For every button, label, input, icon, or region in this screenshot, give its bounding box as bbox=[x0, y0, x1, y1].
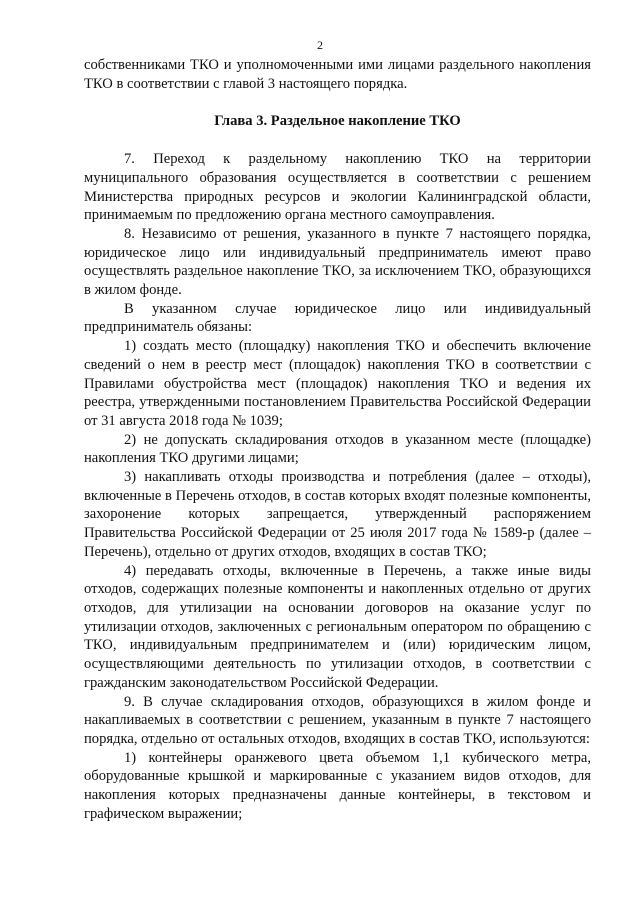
paragraph-8-item-3: 3) накапливать отходы производства и потребления (далее – отходы), включенные в Перечень отходов, в состав которых входят полезные компоненты, захоронение которых запрещается, утвержденный распоряжением Правительства Российской Федерации от 25 июля 2017 года № 1589-р (далее – Перечень), отдельно от других отходов, входящих в состав ТКО; bbox=[84, 469, 591, 560]
document-body bbox=[84, 56, 591, 823]
paragraph-8-obligations-intro: В указанном случае юридическое лицо или индивидуальный предприниматель обязаны: bbox=[84, 300, 591, 336]
paragraph-8-item-4: 4) передавать отходы, включенные в Перечень, а также иные виды отходов, содержащих полезные компоненты и накопленных отдельно от других отходов, для утилизации на основании договоров на оказание услуг по утилизации отходов, заключенных с региональным оператором по обращению с ТКО, индивидуальным предпринимателем и (или) юридическим лицом, осуществляющими деятельность по утилизации отходов, в соответствии с гражданским законодательством Российской Федерации. bbox=[84, 562, 591, 691]
paragraph-8-item-1: 1) создать место (площадку) накопления ТКО и обеспечить включение сведений о нем в реестр мест (площадок) накопления ТКО в соответствии с Правилами обустройства мест (площадок) накопления ТКО и ведения их реестра, утвержденными постановлением Правительства Российской Федерации от 31 августа 2018 года № 1039; bbox=[84, 338, 591, 429]
paragraph-7: 7. Переход к раздельному накоплению ТКО на территории муниципального образования осуществляется в соответствии с решением Министерства природных ресурсов и экологии Калининградской области, принимаемым по предложению органа местного самоуправления. bbox=[84, 151, 591, 224]
paragraph-8-item-2: 2) не допускать складирования отходов в указанном месте (площадке) накопления ТКО другими лицами; bbox=[84, 431, 591, 467]
chapter-title: Глава 3. Раздельное накопление ТКО bbox=[214, 113, 461, 130]
paragraph-8: 8. Независимо от решения, указанного в пункте 7 настоящего порядка, юридическое лицо или индивидуальный предприниматель имеют право осуществлять раздельное накопление ТКО, за исключением ТКО, образующихся в жилом фонде. bbox=[84, 225, 591, 299]
paragraph-9-item-1: 1) контейнеры оранжевого цвета объемом 1,1 кубического метра, оборудованные крышкой и маркированные с указанием видов отходов, для накопления которых предназначены данные контейнеры, в текстовом и графическом выражении; bbox=[84, 749, 591, 822]
intro-paragraph: собственниками ТКО и уполномоченными ими лицами раздельного накопления ТКО в соответствии с главой 3 настоящего порядка. bbox=[84, 57, 591, 92]
paragraph-9: 9. В случае складирования отходов, образующихся в жилом фонде и накапливаемых в соответствии с решением, указанным в пункте 7 настоящего порядка, отдельно от остальных отходов, входящих в состав ТКО, используются: bbox=[84, 693, 591, 747]
page-number: 2 bbox=[317, 38, 323, 52]
